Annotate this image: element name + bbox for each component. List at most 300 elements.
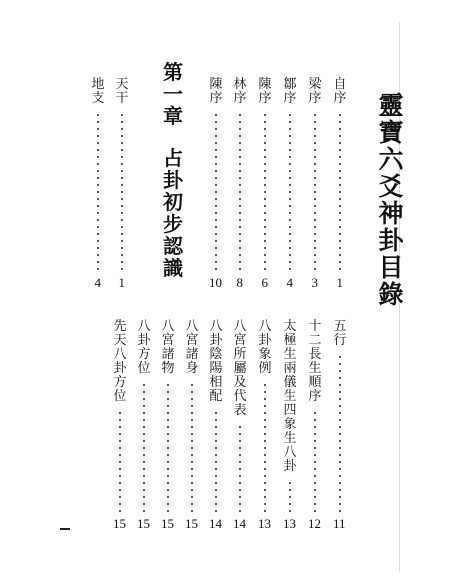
leader-dot [264,198,266,200]
leader-dot [97,205,99,207]
entry-title-char: 極 [283,333,297,348]
page-number: 15 [161,516,174,531]
leader-dot [97,191,99,193]
leader-dot [215,482,217,484]
entry-title-char: 八 [233,319,247,334]
leader-dot [314,142,316,144]
leader-dot [119,440,121,442]
leader-dots [262,384,268,512]
entry-title-char: 生 [283,431,297,446]
entry-title [333,320,346,348]
leader-dot [239,468,241,470]
leader-dot [264,212,266,214]
leader-dots [95,114,101,272]
toc-bottom-entry[interactable] [184,320,200,376]
entry-title [161,320,174,376]
entry-title [233,78,246,106]
leader-dot [239,240,241,242]
leader-dots [337,356,343,512]
leader-dot [167,440,169,442]
leader-dot [191,461,193,463]
leader-dot [143,419,145,421]
leader-dot [314,468,316,470]
leader-dot [97,226,99,228]
leader-dot [339,475,341,477]
leader-dot [167,426,169,428]
leader-dot [264,426,266,428]
leader-dot [239,503,241,505]
leader-dot [215,412,217,414]
leader-dot [314,198,316,200]
leader-dot [239,121,241,123]
leader-dot [167,433,169,435]
leader-dot [143,391,145,393]
entry-title-char: 代 [233,389,247,404]
leader-dot [264,226,266,228]
leader-dot [339,268,341,270]
leader-dot [264,461,266,463]
leader-dot [289,482,291,484]
leader-dot [314,433,316,435]
toc-bottom-entry[interactable] [307,320,323,404]
leader-dot [339,468,341,470]
chapter-title-char: 占 [163,146,183,170]
entry-title [115,78,128,106]
toc-top-entry[interactable] [307,78,323,106]
leader-dot [314,177,316,179]
leader-dot [314,426,316,428]
leader-dot [215,226,217,228]
toc-bottom-entry[interactable] [136,320,152,376]
entry-title-char: 陽 [209,361,223,376]
leader-dot [121,205,123,207]
book-title-char: 錄 [378,280,404,309]
leader-dot [264,405,266,407]
leader-dot [314,482,316,484]
leader-dot [215,156,217,158]
leader-dot [264,440,266,442]
page-number: 1 [336,275,343,290]
entry-title-char: 八 [209,319,223,334]
leader-dot [97,198,99,200]
book-title [376,93,406,309]
toc-top-entry[interactable] [282,78,298,106]
leader-dot [289,254,291,256]
page-number: 11 [333,516,346,531]
leader-dot [215,454,217,456]
leader-dot [289,163,291,165]
toc-bottom-entry[interactable] [160,320,176,376]
leader-dot [339,384,341,386]
entry-title-char: 宮 [161,333,175,348]
leader-dot [97,233,99,235]
toc-top-entry[interactable] [208,78,224,106]
leader-dot [143,496,145,498]
leader-dot [239,489,241,491]
chapter-title-char: 步 [163,212,183,236]
leader-dot [314,191,316,193]
leader-dot [314,461,316,463]
book-title-char: 卦 [378,226,404,255]
entry-title-char: 陰 [209,347,223,362]
entry-title-char: 配 [209,389,223,404]
toc-bottom-entry[interactable] [232,320,248,418]
leader-dot [339,447,341,449]
leader-dots [287,114,293,272]
entry-title-char: 先 [113,319,127,334]
leader-dots [337,114,343,272]
leader-dot [264,510,266,512]
leader-dot [339,254,341,256]
leader-dot [191,447,193,449]
entry-title-char: 卦 [137,333,151,348]
leader-dot [339,212,341,214]
toc-bottom-entry[interactable] [282,320,298,474]
leader-dot [264,475,266,477]
leader-dot [289,198,291,200]
entry-title-char: 序 [209,91,223,106]
leader-dot [215,447,217,449]
leader-dot [215,198,217,200]
entry-title-char: 所 [233,347,247,362]
leader-dot [119,510,121,512]
leader-dot [339,247,341,249]
leader-dot [191,391,193,393]
leader-dot [239,447,241,449]
leader-dot [215,128,217,130]
page-number: 13 [283,516,296,531]
leader-dot [167,496,169,498]
leader-dot [215,503,217,505]
leader-dot [191,489,193,491]
leader-dot [239,261,241,263]
entry-title-char: 諸 [161,347,175,362]
leader-dot [339,233,341,235]
leader-dot [239,482,241,484]
leader-dots [213,412,219,512]
leader-dot [239,205,241,207]
entry-title-char: 兩 [283,361,297,376]
entry-title [308,320,321,404]
leader-dot [264,247,266,249]
leader-dot [289,156,291,158]
entry-title-char: 相 [209,375,223,390]
leader-dot [121,177,123,179]
leader-dot [143,412,145,414]
leader-dot [239,198,241,200]
entry-title-char: 位 [137,361,151,376]
leader-dot [215,142,217,144]
leader-dot [264,177,266,179]
leader-dots [165,384,171,512]
entry-title-char: 生 [283,389,297,404]
entry-title-char: 干 [115,91,129,106]
leader-dot [339,454,341,456]
leader-dot [167,454,169,456]
leader-dot [191,419,193,421]
leader-dot [239,268,241,270]
leader-dot [339,149,341,151]
entry-title-char: 卦 [283,459,297,474]
leader-dot [119,433,121,435]
leader-dot [121,212,123,214]
toc-top-entry[interactable] [232,78,248,106]
leader-dot [339,114,341,116]
leader-dot [314,240,316,242]
leader-dot [215,205,217,207]
leader-dot [339,240,341,242]
leader-dot [143,384,145,386]
leader-dot [121,254,123,256]
leader-dot [289,184,291,186]
leader-dot [191,454,193,456]
entry-title-char: 序 [308,389,322,404]
leader-dot [289,489,291,491]
leader-dot [143,426,145,428]
leader-dot [264,128,266,130]
leader-dot [143,447,145,449]
leader-dot [264,233,266,235]
leader-dot [121,191,123,193]
leader-dot [191,510,193,512]
leader-dot [339,205,341,207]
leader-dot [191,426,193,428]
entry-title-char: 象 [258,347,272,362]
entry-title [209,78,222,106]
entry-title [137,320,150,376]
leader-dot [314,503,316,505]
leader-dot [339,156,341,158]
entry-title-char: 卦 [209,333,223,348]
book-title-text [378,93,403,309]
leader-dot [339,128,341,130]
chapter-title-char: 卦 [163,168,183,192]
leader-dot [314,447,316,449]
leader-dot [143,461,145,463]
leader-dot [215,135,217,137]
leader-dot [264,496,266,498]
leader-dot [239,191,241,193]
leader-dot [97,184,99,186]
book-title-char: 靈 [378,91,404,120]
toc-bottom-entry[interactable] [257,320,273,376]
page-edge-mark [60,528,70,530]
leader-dot [339,405,341,407]
leader-dot [264,489,266,491]
leader-dot [119,475,121,477]
leader-dot [289,503,291,505]
leader-dot [314,268,316,270]
page-number: 3 [311,275,318,290]
leader-dot [97,240,99,242]
leader-dot [339,163,341,165]
page-number: 14 [209,516,222,531]
book-title-char: 目 [378,253,404,282]
toc-top-entry[interactable] [332,78,348,106]
leader-dot [121,135,123,137]
leader-dot [339,433,341,435]
leader-dot [97,254,99,256]
entry-title [233,320,246,418]
leader-dot [314,475,316,477]
leader-dot [314,496,316,498]
entry-title-char: 儀 [283,375,297,390]
entry-title-char: 序 [233,91,247,106]
leader-dot [121,247,123,249]
leader-dot [121,198,123,200]
leader-dot [264,121,266,123]
leader-dot [191,405,193,407]
leader-dot [191,440,193,442]
entry-title-char: 二 [308,333,322,348]
chapter-title-char: 識 [163,256,183,280]
leader-dot [339,510,341,512]
page-number: 4 [286,275,293,290]
leader-dot [339,503,341,505]
leader-dot [143,510,145,512]
toc-top-entry[interactable] [114,78,130,106]
leader-dot [314,233,316,235]
leader-dot [215,170,217,172]
leader-dot [289,149,291,151]
leader-dots [312,114,318,272]
page-number: 4 [94,275,101,290]
toc-bottom-entry[interactable] [332,320,348,348]
leader-dot [289,128,291,130]
leader-dot [339,226,341,228]
entry-title-char: 序 [308,91,322,106]
leader-dot [215,184,217,186]
leader-dot [143,489,145,491]
leader-dot [97,128,99,130]
leader-dot [215,121,217,123]
leader-dot [314,205,316,207]
entry-title-char: 生 [283,347,297,362]
leader-dot [314,114,316,116]
leader-dot [167,447,169,449]
leader-dot [264,156,266,158]
leader-dot [215,254,217,256]
leader-dot [264,261,266,263]
leader-dot [215,149,217,151]
leader-dot [289,142,291,144]
leader-dot [264,191,266,193]
leader-dot [264,398,266,400]
entry-title [113,320,126,404]
leader-dots [312,412,318,512]
leader-dot [119,454,121,456]
leader-dot [264,412,266,414]
leader-dot [143,433,145,435]
entry-title-char: 例 [258,361,272,376]
leader-dot [215,461,217,463]
entry-title-char: 宮 [233,333,247,348]
entry-title-char: 鄒 [283,77,297,92]
leader-dot [264,240,266,242]
leader-dot [121,170,123,172]
leader-dot [119,496,121,498]
leader-dot [191,433,193,435]
leader-dot [121,240,123,242]
leader-dot [339,398,341,400]
entry-title-char: 地 [91,77,105,92]
leader-dot [215,191,217,193]
leader-dot [215,468,217,470]
toc-top-entry[interactable] [257,78,273,106]
chapter-title-char: 初 [163,190,183,214]
leader-dot [119,489,121,491]
page-number: 15 [113,516,126,531]
leader-dot [143,398,145,400]
leader-dot [191,482,193,484]
leader-dot [167,482,169,484]
leader-dot [289,219,291,221]
leader-dot [239,135,241,137]
leader-dot [339,198,341,200]
entry-title-char: 八 [137,319,151,334]
leader-dots [237,114,243,272]
leader-dot [314,212,316,214]
leader-dot [119,447,121,449]
leader-dot [121,219,123,221]
leader-dot [314,121,316,123]
entry-title-char: 陳 [258,77,272,92]
leader-dot [339,440,341,442]
leader-dot [289,114,291,116]
leader-dot [97,261,99,263]
leader-dot [314,254,316,256]
leader-dot [215,268,217,270]
leader-dot [339,184,341,186]
leader-dot [264,114,266,116]
page-number: 13 [258,516,271,531]
leader-dot [239,433,241,435]
leader-dot [289,135,291,137]
leader-dot [215,163,217,165]
leader-dot [167,405,169,407]
leader-dot [239,128,241,130]
entry-title-char: 物 [161,361,175,376]
leader-dot [264,170,266,172]
leader-dot [97,163,99,165]
toc-bottom-entry[interactable] [208,320,224,404]
leader-dot [121,233,123,235]
leader-dot [239,475,241,477]
leader-dot [264,482,266,484]
entry-title-char: 十 [308,319,322,334]
leader-dot [264,433,266,435]
entry-title-char: 卦 [113,361,127,376]
leader-dots [262,114,268,272]
leader-dot [215,510,217,512]
leader-dot [119,426,121,428]
toc-bottom-entry[interactable] [112,320,128,404]
leader-dot [239,219,241,221]
leader-dot [289,121,291,123]
chapter-title-char: 認 [163,234,183,258]
entry-title-char: 屬 [233,361,247,376]
leader-dot [215,233,217,235]
leader-dot [97,142,99,144]
toc-top-entry[interactable] [90,78,106,106]
leader-dot [314,454,316,456]
entry-title-char: 長 [308,347,322,362]
leader-dot [239,454,241,456]
leader-dot [167,468,169,470]
leader-dot [215,240,217,242]
leader-dot [264,384,266,386]
leader-dot [167,461,169,463]
